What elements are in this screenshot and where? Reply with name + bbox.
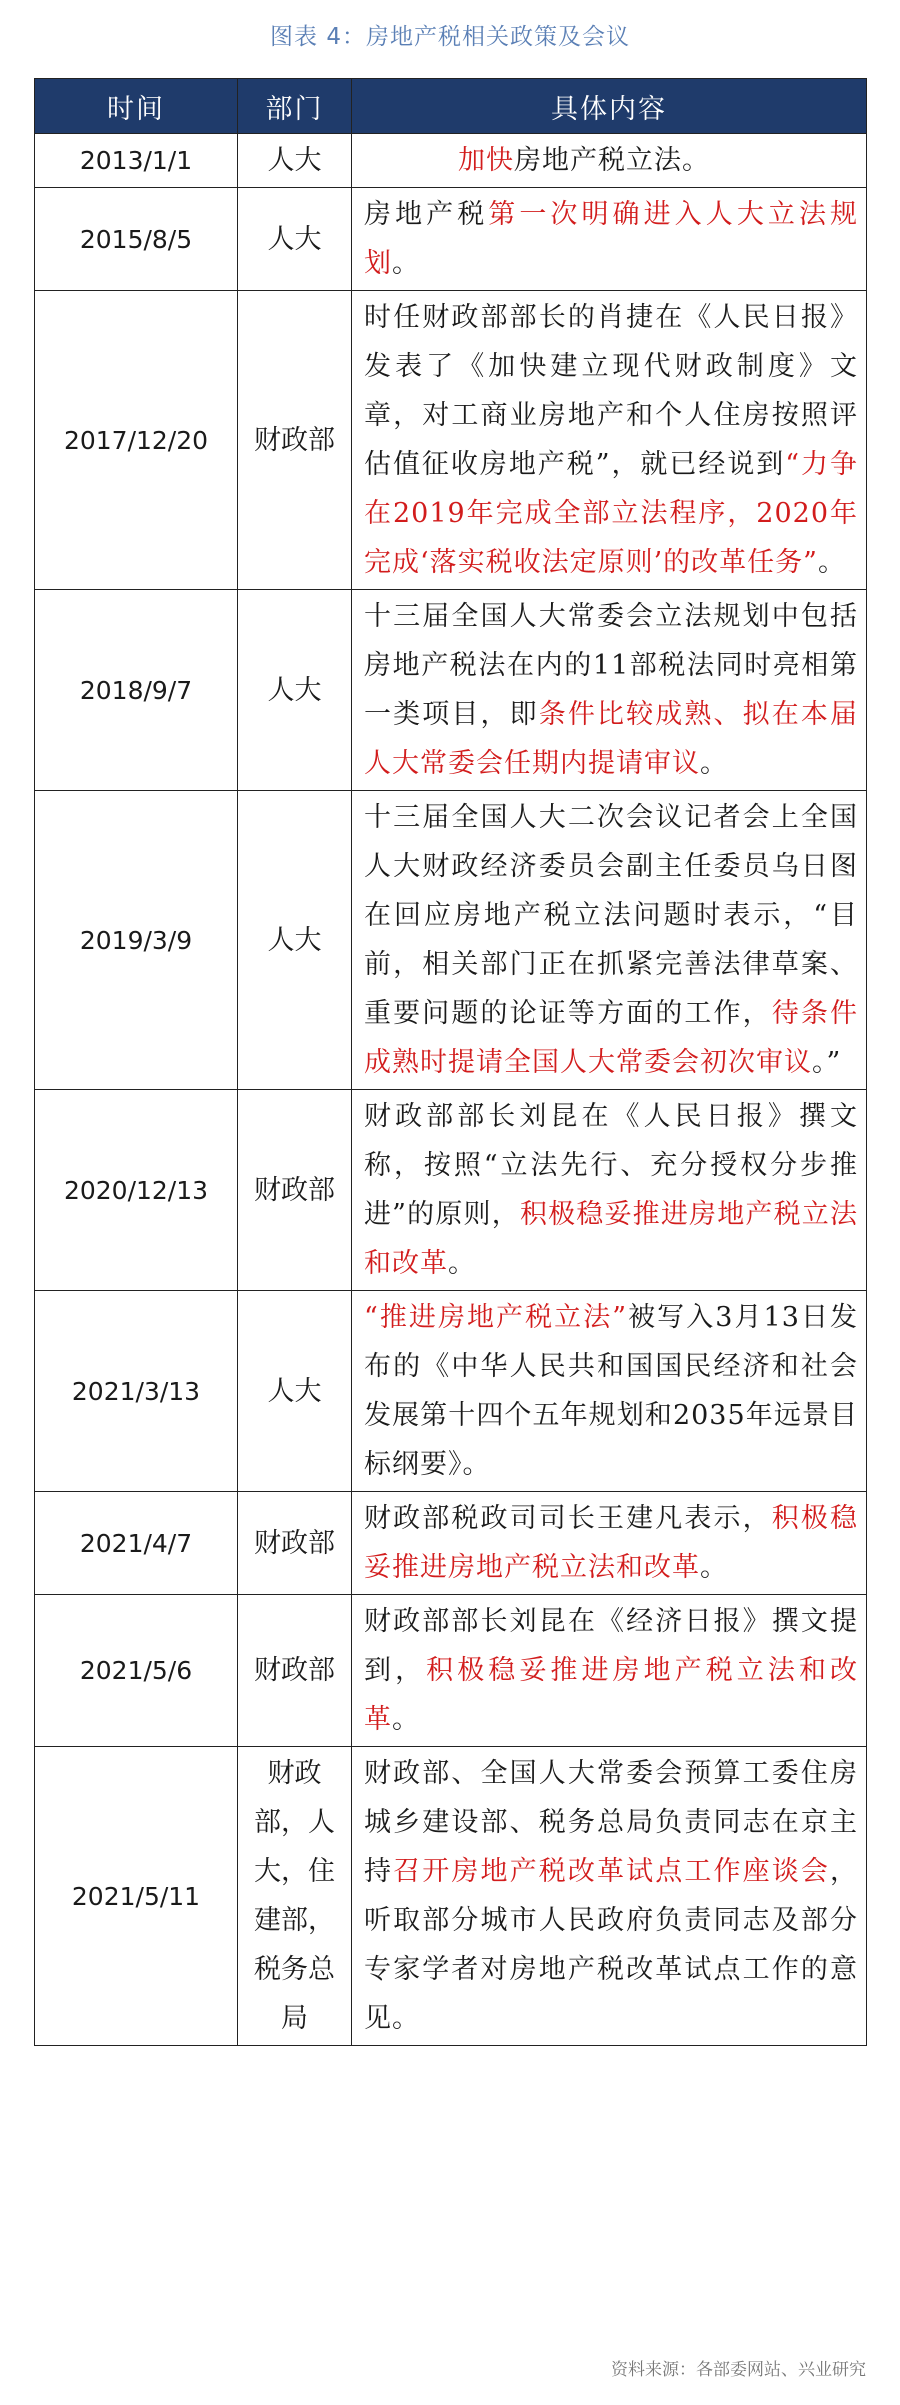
content-text: 十三届全国人大二次会议记者会上全国人大财政经济委员会副主任委员乌日图在回应房地产税立法问题时表示，“目前，相关部门正在抓紧完善法律草案、重要问题的论证等方面的工作， xyxy=(364,802,858,1029)
content-text: 房地产税 xyxy=(364,199,489,230)
content-cell xyxy=(352,1747,867,2046)
highlighted-text: 积极稳妥推进房地产税立法和改革 xyxy=(364,1655,859,1735)
content-cell xyxy=(352,134,867,188)
content-text: 财政部部长刘昆在《人民日报》撰文称，按照“立法先行、充分授权分步推进”的原则， xyxy=(364,1101,858,1230)
content-text: 被写入3月13日发布的《中华人民共和国国民经济和社会发展第十四个五年规划和2035年远景目标纲要》。 xyxy=(364,1302,858,1480)
table-row xyxy=(35,590,867,791)
dept-cell: 人大 xyxy=(238,590,352,791)
date-cell: 2020/12/13 xyxy=(35,1090,238,1291)
content-text: 。 xyxy=(700,1552,728,1583)
dept-cell: 财政部，人大，住建部，税务总局 xyxy=(238,1747,352,2046)
table-row xyxy=(35,1595,867,1747)
highlighted-text: 加快 xyxy=(458,145,514,176)
highlighted-text: “力争在2019年完成全部立法程序，2020年完成‘落实税收法定原则’的改革任务” xyxy=(364,449,858,578)
table-row xyxy=(35,134,867,188)
content-text: 财政部部长刘昆在《经济日报》撰文提到， xyxy=(364,1606,858,1686)
content-text: 财政部税政司司长王建凡表示， xyxy=(364,1503,772,1534)
page-title: 图表 4：房地产税相关政策及会议 xyxy=(270,24,630,50)
highlighted-text: 条件比较成熟、拟在本届人大常委会任期内提请审议 xyxy=(364,699,858,779)
table-row xyxy=(35,291,867,590)
header-content: 具体内容 xyxy=(352,79,867,134)
dept-cell: 人大 xyxy=(238,188,352,291)
dept-cell: 人大 xyxy=(238,791,352,1090)
date-cell: 2013/1/1 xyxy=(35,134,238,188)
source-note: 资料来源：各部委网站、兴业研究 xyxy=(611,2360,866,2380)
content-cell xyxy=(352,1090,867,1291)
highlighted-text: “推进房地产税立法” xyxy=(364,1302,628,1333)
content-cell xyxy=(352,291,867,590)
date-cell: 2015/8/5 xyxy=(35,188,238,291)
date-cell: 2021/5/6 xyxy=(35,1595,238,1747)
content-text: 。 xyxy=(392,248,420,279)
table-header-row xyxy=(35,79,867,134)
content-text: 。 xyxy=(392,1704,420,1735)
dept-cell: 财政部 xyxy=(238,1492,352,1595)
content-text: 时任财政部部长的肖捷在《人民日报》发表了《加快建立现代财政制度》文章，对工商业房地产和个人住房按照评估值征收房地产税”，就已经说到 xyxy=(364,302,858,480)
content-cell xyxy=(352,188,867,291)
highlighted-text: 积极稳妥推进房地产税立法和改革 xyxy=(364,1503,858,1583)
highlighted-text: 召开房地产税改革试点工作座谈会 xyxy=(393,1856,830,1887)
date-cell: 2018/9/7 xyxy=(35,590,238,791)
highlighted-text: 待条件成熟时提请全国人大常委会初次审议 xyxy=(364,998,858,1078)
dept-cell: 财政部 xyxy=(238,291,352,590)
content-text: 。” xyxy=(812,1047,842,1078)
highlighted-text: 第一次明确进入人大立法规划 xyxy=(364,199,859,279)
content-cell xyxy=(352,791,867,1090)
policy-table xyxy=(34,78,867,2046)
content-cell xyxy=(352,1291,867,1492)
dept-cell: 人大 xyxy=(238,134,352,188)
content-cell xyxy=(352,590,867,791)
date-cell: 2017/12/20 xyxy=(35,291,238,590)
content-text: ，听取部分城市人民政府负责同志及部分专家学者对房地产税改革试点工作的意见。 xyxy=(364,1856,858,2034)
highlighted-text: 积极稳妥推进房地产税立法和改革 xyxy=(364,1199,858,1279)
table-row xyxy=(35,1492,867,1595)
table-row xyxy=(35,1090,867,1291)
dept-cell: 财政部 xyxy=(238,1090,352,1291)
date-cell: 2021/5/11 xyxy=(35,1747,238,2046)
content-text: 。 xyxy=(448,1248,476,1279)
content-cell xyxy=(352,1492,867,1595)
date-cell: 2019/3/9 xyxy=(35,791,238,1090)
date-cell: 2021/4/7 xyxy=(35,1492,238,1595)
table-row xyxy=(35,791,867,1090)
content-text: 十三届全国人大常委会立法规划中包括房地产税法在内的11部税法同时亮相第一类项目，即 xyxy=(364,601,858,730)
header-dept: 部门 xyxy=(238,79,352,134)
content-cell xyxy=(352,1595,867,1747)
content-text: 。 xyxy=(817,547,846,578)
content-text: 财政部、全国人大常委会预算工委住房城乡建设部、税务总局负责同志在京主持 xyxy=(364,1758,858,1887)
table-row xyxy=(35,1291,867,1492)
dept-cell: 财政部 xyxy=(238,1595,352,1747)
date-cell: 2021/3/13 xyxy=(35,1291,238,1492)
dept-cell: 人大 xyxy=(238,1291,352,1492)
table-row xyxy=(35,1747,867,2046)
content-text: 房地产税立法。 xyxy=(514,145,710,176)
table-row xyxy=(35,188,867,291)
content-text: 。 xyxy=(700,748,728,779)
header-date: 时间 xyxy=(35,79,238,134)
